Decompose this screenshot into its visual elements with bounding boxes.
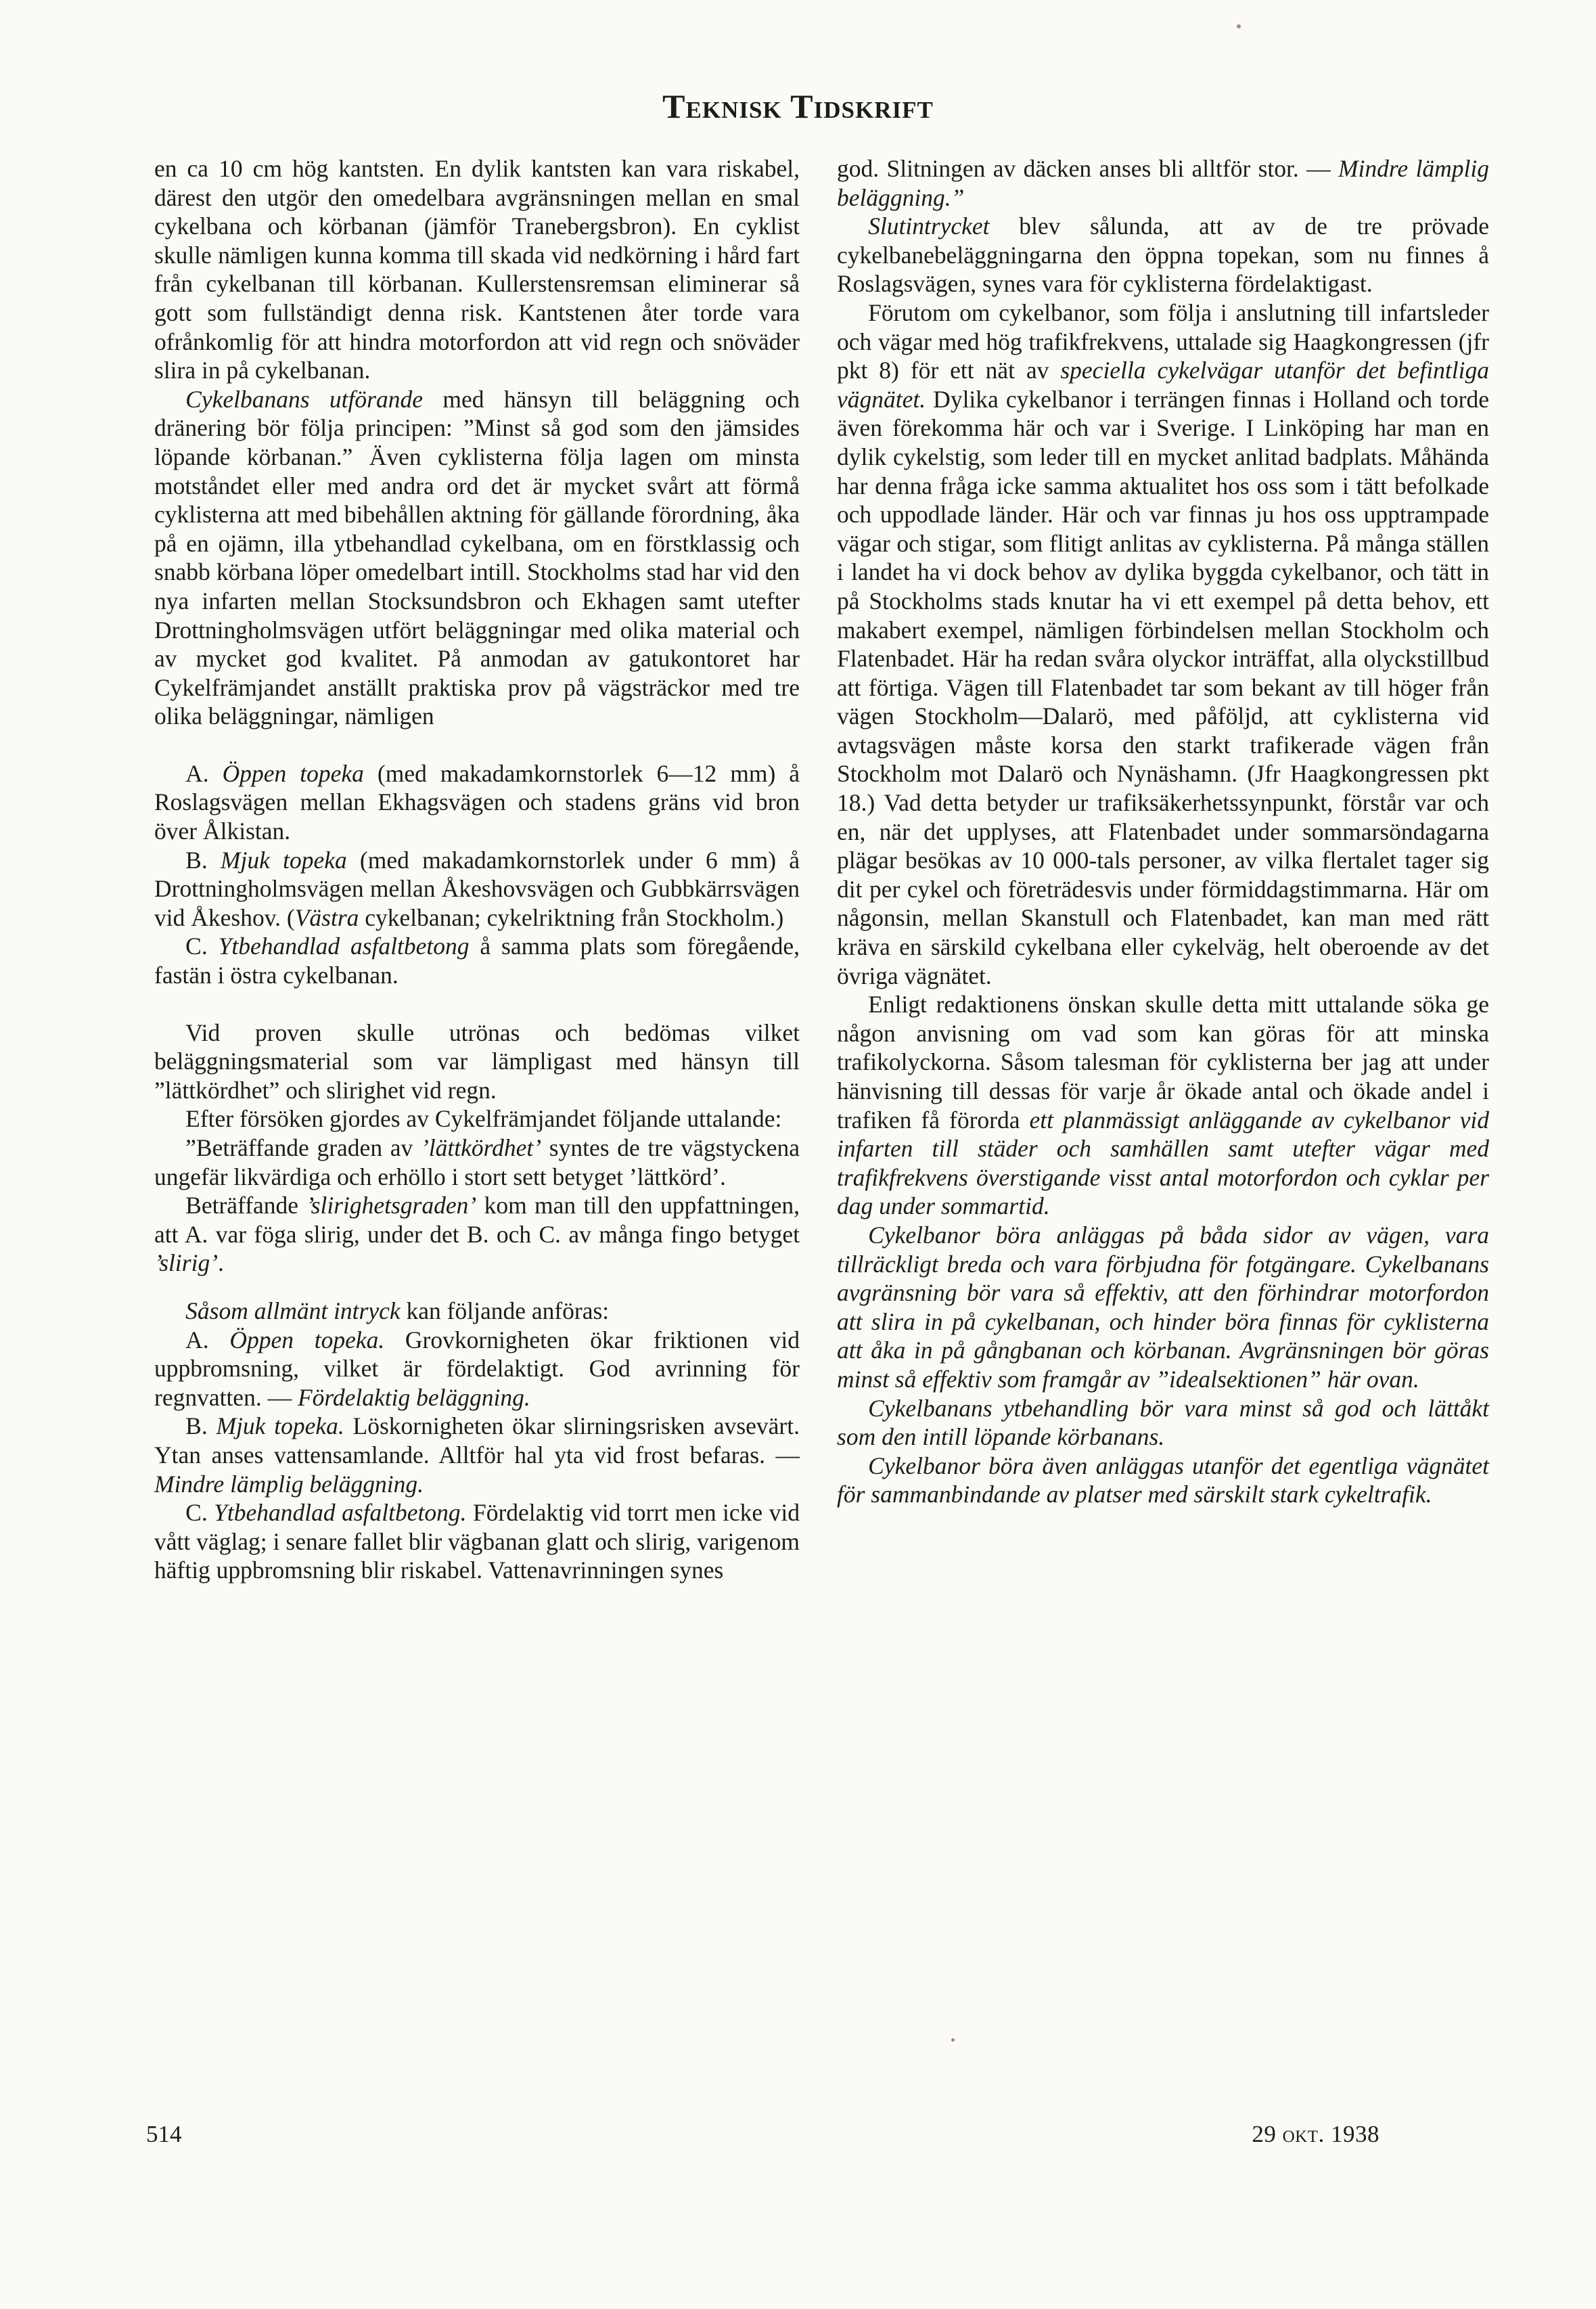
paragraph: en ca 10 cm hög kantsten. En dylik kantsten kan vara riskabel, därest den utgör den omedelbara avgränsningen mellan en smal cykelbana och körbanan (jämför Tranebergsbron). En cyklist skulle nämligen kunna komma till skada vid nedkörning i hård fart från cykelbanan till körbanan. Kullerstensremsan eliminerar så gott som fullständigt denna risk. Kantstenen åter torde vara ofrånkomlig för att hindra motorfordon att vid regn och snöväder slira in på cykelbanan. — [154, 155, 800, 384]
paragraph: Cykelbanans ytbehandling bör vara minst så god och lättåkt som den intill löpande körbanans. — [837, 1394, 1489, 1451]
print-speck — [951, 2038, 955, 2042]
paragraph: Cykelbanor böra även anläggas utanför det egentliga vägnätet för sammanbindande av platser med särskilt stark cykeltrafik. — [837, 1452, 1489, 1508]
paragraph: god. Slitningen av däcken anses bli alltför stor. — Mindre lämplig beläggning.” — [837, 155, 1489, 211]
paragraph: Såsom allmänt intryck kan följande anföras: — [185, 1297, 610, 1324]
paragraph: Förutom om cykelbanor, som följa i anslutning till infartsleder och vägar med hög trafikfrekvens, uttalade sig Haagkongressen (jfr pkt 8) för ett nät av speciella cykelvägar utanför det befintliga vägnätet. Dylika cykelbanor i terrängen finnas i Holland och torde även förekomma här och var i Sverige. I Linköping har man en dylik cykelstig, som leder till en mycket anlitad badplats. Måhända har denna fråga icke samma aktualitet hos oss som i tätt befolkade och uppodlade länder. Här och var finnas ju hos oss upptrampade vägar och stigar, som flitigt anlitas av cyklisterna. På många ställen i landet ha vi dock behov av dylika byggda cykelbanor, och tätt in på Stockholms stads knutar ha vi ett exempel på detta behov, ett makabert exempel, nämligen förbindelsen mellan Stockholm och Flatenbadet. Här ha redan svåra olyckor inträffat, alla olyckstillbud att förtiga. Vägen till Flatenbadet tar som bekant av till höger från vägen Stockholm—Dalarö, med påföljd, att cyklisterna vid avtagsvägen måste korsa den starkt trafikerade vägen från Stockholm mot Dalarö och Nynäshamn. (Jfr Haagkongressen pkt 18.) Vad detta betyder ur trafiksäkerhetssynpunkt, förstår var och en, när det upplyses, att Flatenbadet under sommarsöndagarna plägar besökas av 10 000-tals personer, av vilka flertalet tager sig dit per cykel och företrädesvis under förmiddagstimmarna. Här om någonsin, mellan Skanstull och Flatenbadet, kan man med rätt kräva en särskild cykelbana eller cykelväg, helt oberoende av det övriga vägnätet. — [837, 298, 1490, 989]
journal-header: Teknisk Tidskrift — [662, 87, 934, 125]
list-item-a: A. Öppen topeka (med makadamkornstorlek 6—12 mm) å Roslagsvägen mellan Ekhagsvägen och stadens gräns vid bron över Ålkistan. — [154, 759, 800, 845]
paragraph: C. Ytbehandlad asfaltbetong. Fördelaktig vid torrt men icke vid vått väglag; i senare fallet blir vägbanan glatt och slirig, varigenom häftig uppbromsning blir riskabel. Vattenavrinningen synes — [154, 1499, 800, 1584]
paragraph: B. Mjuk topeka. Löskornigheten ökar slirningsrisken avsevärt. Ytan anses vattensamlande. Alltför hal yta vid frost befaras. — Mindre lämplig beläggning. — [154, 1412, 800, 1498]
issue-date: 29 okt. 1938 — [1252, 2121, 1380, 2147]
paragraph: Enligt redaktionens önskan skulle detta mitt uttalande söka ge någon anvisning om vad som kan göras för att minska trafikolyckorna. Såsom talesman för cyklisterna ber jag att under hänvisning till dessas för varje år ökade antal och ökade andel i trafiken få förorda ett planmässigt anläggande av cykelbanor vid infarten till städer och samhällen samt utefter vägar med trafikfrekvens överstigande visst antal motorfordon och cyklar per dag under sommartid. — [837, 991, 1490, 1220]
paragraph: Vid proven skulle utrönas och bedömas vilket beläggningsmaterial som var lämpligast med hänsyn till ”lättkördhet” och slirighet vid regn. — [154, 1018, 800, 1104]
print-speck — [1237, 24, 1241, 28]
list-item-b: B. Mjuk topeka (med makadamkornstorlek under 6 mm) å Drottningholmsvägen mellan Åkeshovsvägen och Gubbkärrsvägen vid Åkeshov. (Västra cykelbanan; cykelriktning från Stockholm.) — [154, 846, 800, 931]
paragraph: Cykelbanans utförande med hänsyn till beläggning och dränering bör följa principen: ”Minst så god som den jämsides löpande körbanan.” Även cyklisterna följa lagen om minsta motståndet eller med andra ord det är mycket svårt att förmå cyklisterna att med bibehållen aktning för gällande förordning, åka på en ojämn, illa ytbehandlad cykelbana, om en förstklassig och snabb körbana löper omedelbart intill. Stockholms stad har vid den nya infarten mellan Stocksundsbron och Ekhagen samt utefter Drottningholmsvägen utfört beläggningar med olika material och av mycket god kvalitet. På anmodan av gatukontoret har Cykelfrämjandet anställt praktiska prov på vägsträckor med tre olika beläggningar, nämligen — [154, 385, 800, 730]
right-column — [837, 154, 1489, 1509]
paragraph: Beträffande ’slirighetsgraden’ kom man till den uppfattningen, att A. var föga slirig, under det B. och C. av många fingo betyget ’slirig’. — [154, 1192, 800, 1277]
page-number: 514 — [146, 2121, 182, 2147]
paragraph: Cykelbanor böra anläggas på båda sidor av vägen, vara tillräckligt breda och vara förbjudna för fotgängare. Cykelbanans avgränsning bör vara så effektiv, att den förhindrar motorfordon att slira in på cykelbanan, och hinder böra finnas för cyklisterna att åka in på gångbanan och körbanan. Avgränsningen bör göras minst så effektiv som framgår av ”idealsektionen” här ovan. — [837, 1221, 1489, 1393]
paragraph: Efter försöken gjordes av Cykelfrämjandet följande uttalande: — [185, 1105, 782, 1133]
paragraph: A. Öppen topeka. Grovkornigheten ökar friktionen vid uppbromsning, vilket är fördelaktigt. God avrinning för regnvatten. — Fördelaktig beläggning. — [154, 1326, 800, 1411]
list-item-c: C. Ytbehandlad asfaltbetong å samma plats som föregående, fastän i östra cykelbanan. — [154, 933, 800, 989]
paragraph: Slutintrycket blev sålunda, att av de tre prövade cykelbanebeläggningarna den öppna topekan, som nu finnes å Roslagsvägen, synes vara för cyklisterna fördelaktigast. — [837, 212, 1489, 298]
left-column — [154, 154, 800, 1585]
paragraph: ”Beträffande graden av ’lättkördhet’ syntes de tre vägstyckena ungefär likvärdiga och erhöllo i stort sett betyget ’lättkörd’. — [154, 1134, 800, 1190]
